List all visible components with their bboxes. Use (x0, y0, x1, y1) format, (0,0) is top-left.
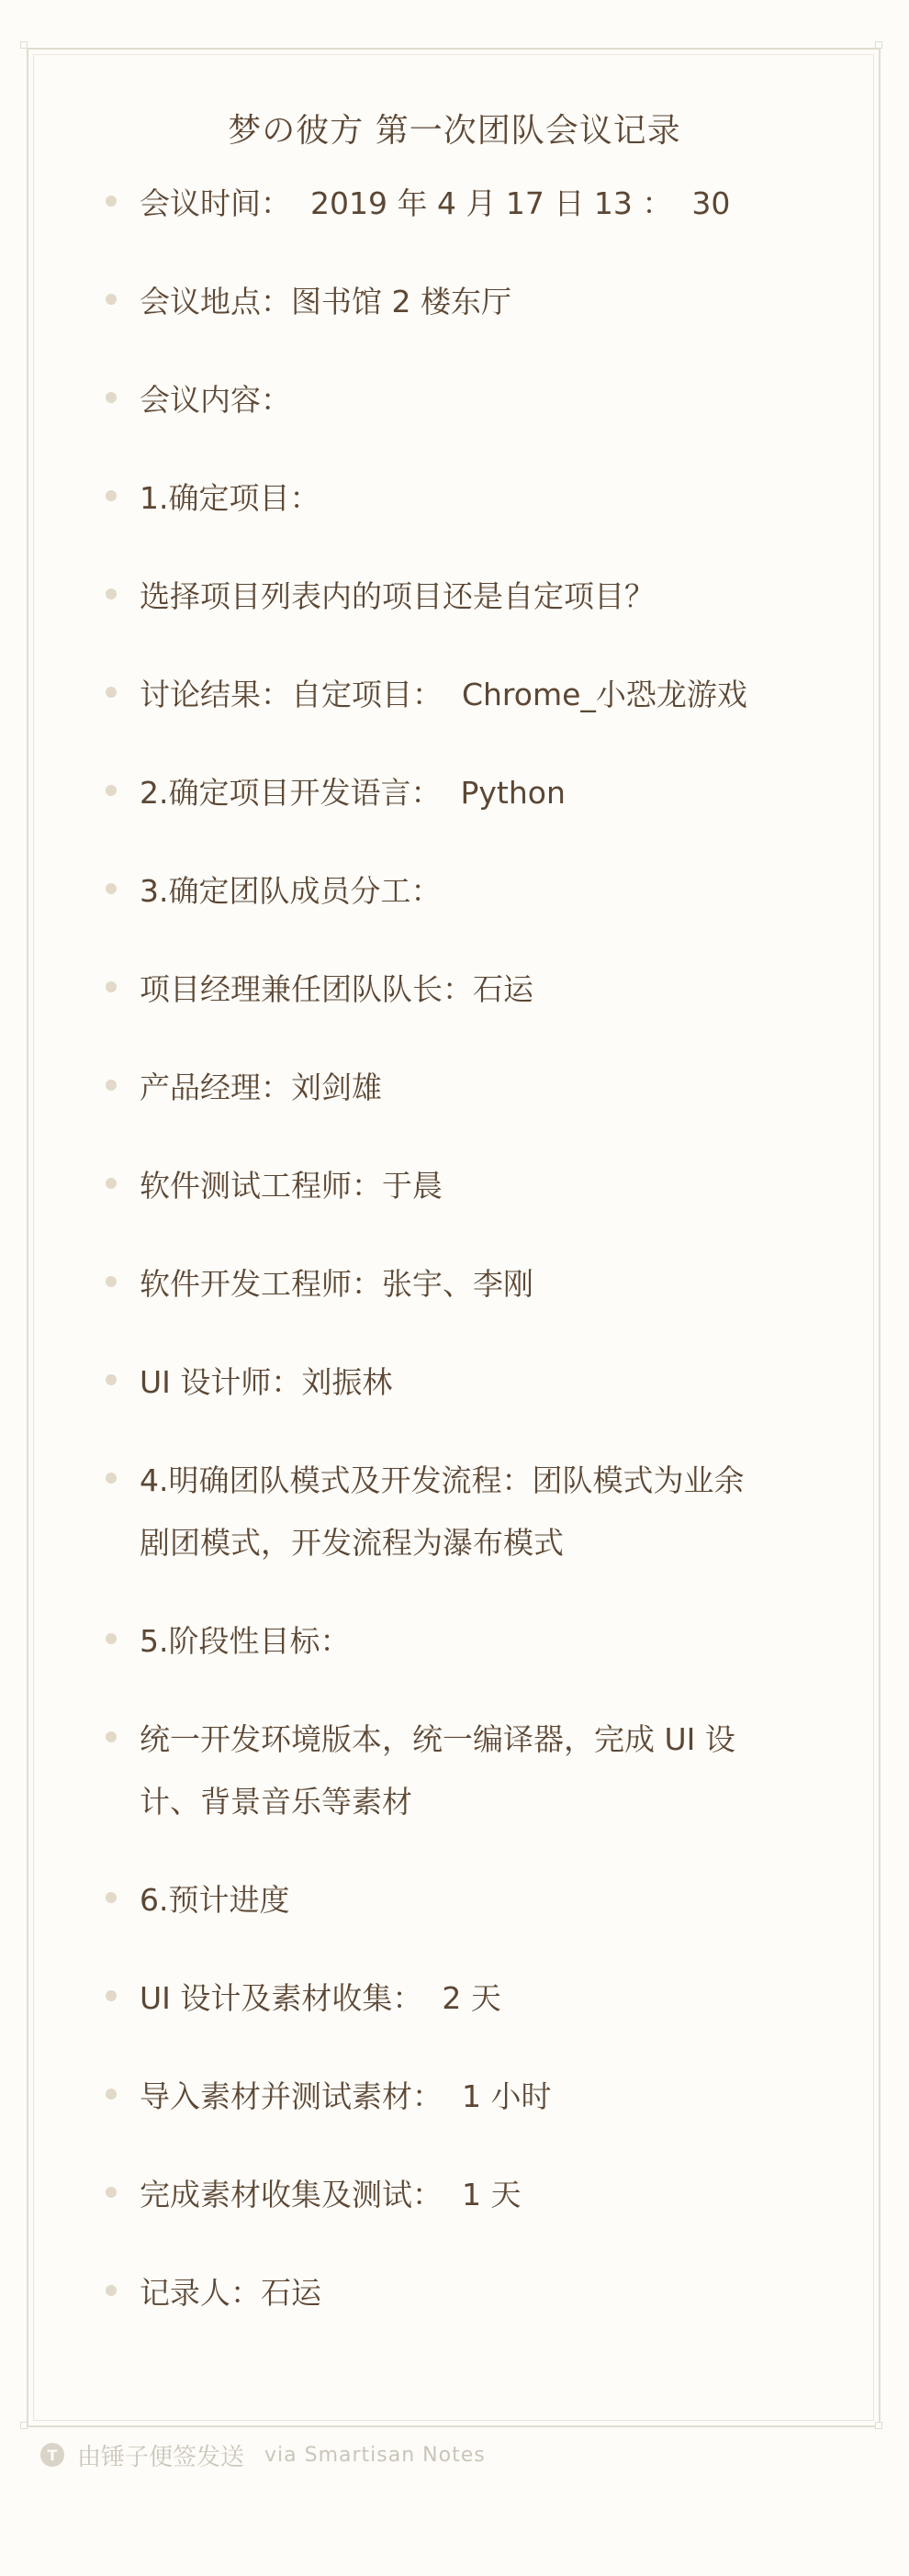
note-item-text: 1.确定项目： (140, 480, 320, 516)
bullet-dot-icon (106, 687, 117, 698)
smartisan-logo-icon: T (40, 2443, 64, 2467)
bullet-dot-icon (106, 1473, 117, 1484)
note-item-text: 2.确定项目开发语言： Python (140, 775, 566, 811)
note-item-text: 记录人：石运 (140, 2275, 321, 2311)
note-item-text: 统一开发环境版本，统一编译器，完成 UI 设 (140, 1721, 735, 1757)
note-item-text: 软件测试工程师：于晨 (140, 1168, 443, 1204)
bullet-dot-icon (106, 196, 117, 207)
note-item-text: 会议时间： 2019 年 4 月 17 日 13 ： 30 (140, 185, 731, 221)
bullet-dot-icon (106, 883, 117, 894)
bullet-dot-icon (106, 2089, 117, 2100)
note-item-text: 剧团模式，开发流程为瀑布模式 (140, 1525, 564, 1561)
note-item-text: 会议地点：图书馆 2 楼东厅 (140, 284, 511, 319)
note-item-text: 讨论结果：自定项目： Chrome_小恐龙游戏 (140, 677, 747, 712)
note-item-text: 软件开发工程师：张宇、李刚 (140, 1266, 533, 1302)
note-item-text: 项目经理兼任团队队长：石运 (140, 971, 533, 1007)
note-item-text: 选择项目列表内的项目还是自定项目？ (140, 578, 655, 614)
note-item-text: UI 设计及素材收集： 2 天 (140, 1980, 501, 2016)
note-item-text: 3.确定团队成员分工： (140, 873, 442, 909)
bullet-dot-icon (106, 294, 117, 305)
bullet-dot-icon (106, 1990, 117, 2001)
note-item-text: 计、背景音乐等素材 (140, 1784, 412, 1820)
bullet-dot-icon (106, 588, 117, 599)
footer (40, 2436, 486, 2473)
bullet-dot-icon (106, 2285, 117, 2296)
note-item-text: 6.预计进度 (140, 1882, 290, 1918)
bullet-dot-icon (106, 785, 117, 796)
note-item-text: 会议内容： (140, 382, 291, 418)
bullet-dot-icon (106, 2187, 117, 2198)
note-item-text: UI 设计师：刘振林 (140, 1364, 393, 1400)
bullet-dot-icon (106, 1276, 117, 1287)
note-title: 梦の彼方 第一次团队会议记录 (228, 112, 681, 150)
bullet-dot-icon (106, 1080, 117, 1091)
bullet-dot-icon (106, 1374, 117, 1385)
note-item-text: 完成素材收集及测试： 1 天 (140, 2177, 522, 2212)
bullet-dot-icon (106, 1633, 117, 1644)
bullet-dot-icon (106, 1892, 117, 1903)
bullet-dot-icon (106, 392, 117, 403)
footer-sent-by: 由锤子便签发送 (77, 2443, 245, 2471)
bullet-dot-icon (106, 1731, 117, 1742)
note-item-text: 4.明确团队模式及开发流程：团队模式为业余 (140, 1462, 745, 1498)
bullet-dot-icon (106, 981, 117, 992)
bullet-dot-icon (106, 1178, 117, 1189)
note-item-text: 产品经理：刘剑雄 (140, 1070, 382, 1105)
note-item-text: 5.阶段性目标： (140, 1623, 351, 1659)
footer-via: via Smartisan Notes (264, 2443, 486, 2467)
note-item-text: 导入素材并测试素材： 1 小时 (140, 2078, 552, 2114)
bullet-dot-icon (106, 490, 117, 501)
